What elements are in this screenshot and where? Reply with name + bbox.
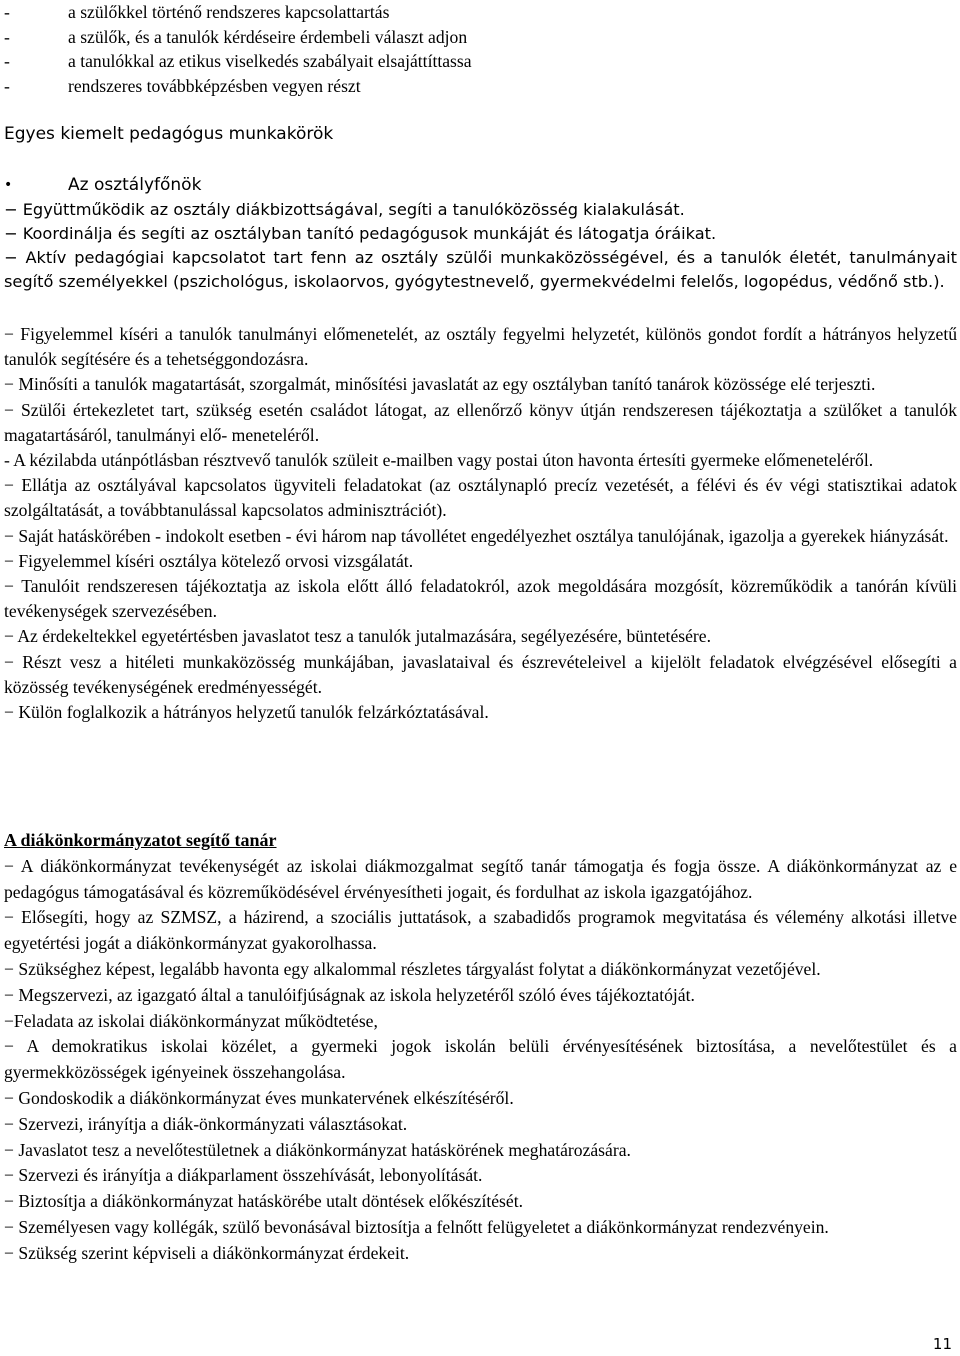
document-page xyxy=(4,0,957,1356)
list-item: − Szülői értekezletet tart, szükség esetén családot látogat, az ellenőrző könyv útján rendszeresen tájékoztatja a szülőket a tanulók magatartásáról, tanulmányi elő- meneteléről. xyxy=(4,399,957,445)
list-item: − Biztosítja a diákönkormányzat hatáskörébe utalt döntések előkészítését. xyxy=(4,1191,523,1212)
list-item: − Figyelemmel kíséri a tanulók tanulmányi előmenetelét, az osztály fegyelmi helyzetét, különös gondot fordít a hátrányos helyzetű tanulók segítésére és a tehetséggondozásra. xyxy=(4,324,957,370)
list-item: − Javaslatot tesz a nevelőtestületnek a diákönkormányzat hatáskörének meghatározására. xyxy=(4,1139,631,1160)
list-item: − Tanulóit rendszeresen tájékoztatja az iskola előtt álló feladatokról, azok megoldására mozgósít, közreműködik a tanórán kívüli tevékenységek szervezésében. xyxy=(4,576,957,622)
list-item: − Szervezi és irányítja a diákparlament összehívását, lebonyolítását. xyxy=(4,1165,483,1186)
list-item: − Koordinálja és segíti az osztályban tanító pedagógusok munkáját és látogatja óráikat. xyxy=(4,223,717,243)
list-item: − Szükséghez képest, legalább havonta egy alkalommal részletes tárgyalást folytat a diákönkormányzat vezetőjével. xyxy=(4,958,821,979)
list-item: − Saját hatáskörében - indokolt esetben - évi három nap távollétet engedélyezhet osztálya tanulójának, igazolja a gyerekek hiányzását. xyxy=(4,525,949,546)
list-item: − Külön foglalkozik a hátrányos helyzetű tanulók felzárkóztatásával. xyxy=(4,702,489,723)
bullet-icon: • xyxy=(4,177,13,193)
list-item: − Gondoskodik a diákönkormányzat éves munkatervének elkészítéséről. xyxy=(4,1087,514,1108)
subsection-title-row xyxy=(4,173,957,198)
list-item: − Figyelemmel kíséri osztálya kötelező orvosi vizsgálatát. xyxy=(4,550,414,571)
list-item: − Aktív pedagógiai kapcsolatot tart fenn az osztály szülői munkaközösségével, és a tanulók életét, tanulmányait segítő személyekkel (pszichológus, iskolaorvos, gyógytestnevelő, gyermekvédelmi felelős, logopédus, védőnő stb.). xyxy=(4,247,957,292)
list-item: - a szülők, és a tanulók kérdéseire érdembeli választ adjon xyxy=(4,26,468,47)
top-list xyxy=(4,0,957,98)
list-item: - a szülőkkel történő rendszeres kapcsolattartás xyxy=(4,2,390,22)
list-item: − Minősíti a tanulók magatartását, szorgalmát, minősítési javaslatát az egy osztályban tanító tanárok közössége elé terjeszti. xyxy=(4,374,876,395)
list-item: −Feladata az iskolai diákönkormányzat működtetése, xyxy=(4,1010,378,1031)
list-item: − Személyesen vagy kollégák, szülő bevonásával biztosítja a felnőtt felügyeletet a diákönkormányzat rendezvényein. xyxy=(4,1216,829,1237)
osztalyfonok-sans-items xyxy=(4,198,957,295)
subsection-title: A diákönkormányzatot segítő tanár xyxy=(4,830,277,850)
page-number: 11 xyxy=(932,1335,952,1353)
list-item: − Részt vesz a hitéleti munkaközösség munkájában, javaslataival és észrevételeivel a kijelölt feladatok elvégzésével elősegíti a közösség tevékenységének eredményességét. xyxy=(4,651,957,697)
list-item: − A diákönkormányzat tevékenységét az iskolai diákmozgalmat segítő tanár támogatja és fogja össze. A diákönkormányzat az e pedagógus támogatásával és közreműködésével érvényesítheti jogait, és fordulhat az iskola igazgatójához. xyxy=(4,855,957,902)
osztalyfonok-serif-items xyxy=(4,322,957,725)
list-item: − Együttműködik az osztály diákbizottságával, segíti a tanulóközösség kialakulását. xyxy=(4,199,685,219)
diak-section xyxy=(4,828,957,1267)
list-item: − A demokratikus iskolai közélet, a gyermeki jogok iskolán belüli érvényesítésének biztosítása, a nevelőtestület és a gyermekközösségek igényeinek összehangolása. xyxy=(4,1036,957,1083)
list-item: − Elősegíti, hogy az SZMSZ, a házirend, a szociális juttatások, a szabadidős programok megvitatása és vélemény alkotási illetve egyetértési jogát a diákönkormányzat gyakorolhassa. xyxy=(4,907,957,954)
list-item: - rendszeres továbbképzésben vegyen részt xyxy=(4,75,361,96)
list-item: − Szükség szerint képviseli a diákönkormányzat érdekeit. xyxy=(4,1242,410,1263)
list-item: − Az érdekeltekkel egyetértésben javaslatot tesz a tanulók jutalmazására, segélyezésére, büntetésére. xyxy=(4,626,711,647)
list-item: − Szervezi, irányítja a diák-önkormányzati választásokat. xyxy=(4,1113,408,1134)
list-item: - a tanulókkal az etikus viselkedés szabályait elsajáttíttassa xyxy=(4,51,472,71)
subsection-title: Az osztályfőnök xyxy=(68,175,202,195)
list-item: − Megszervezi, az igazgató által a tanulóifjúságnak az iskola helyzetéről szóló éves tájékoztatóját. xyxy=(4,984,695,1005)
list-item: - A kézilabda utánpótlásban résztvevő tanulók szüleit e-mailben vagy postai úton havonta értesíti gyermeke előmeneteléről. xyxy=(4,450,874,471)
section-heading: Egyes kiemelt pedagógus munkakörök xyxy=(4,124,334,144)
osztalyfonok-section xyxy=(4,173,957,294)
list-item: − Ellátja az osztályával kapcsolatos ügyviteli feladatokat (az osztálynapló precíz vezetését, a félévi és év végi statisztikai adatok szolgáltatását, a továbbtanulással kapcsolatos adminisztrációt). xyxy=(4,475,957,521)
